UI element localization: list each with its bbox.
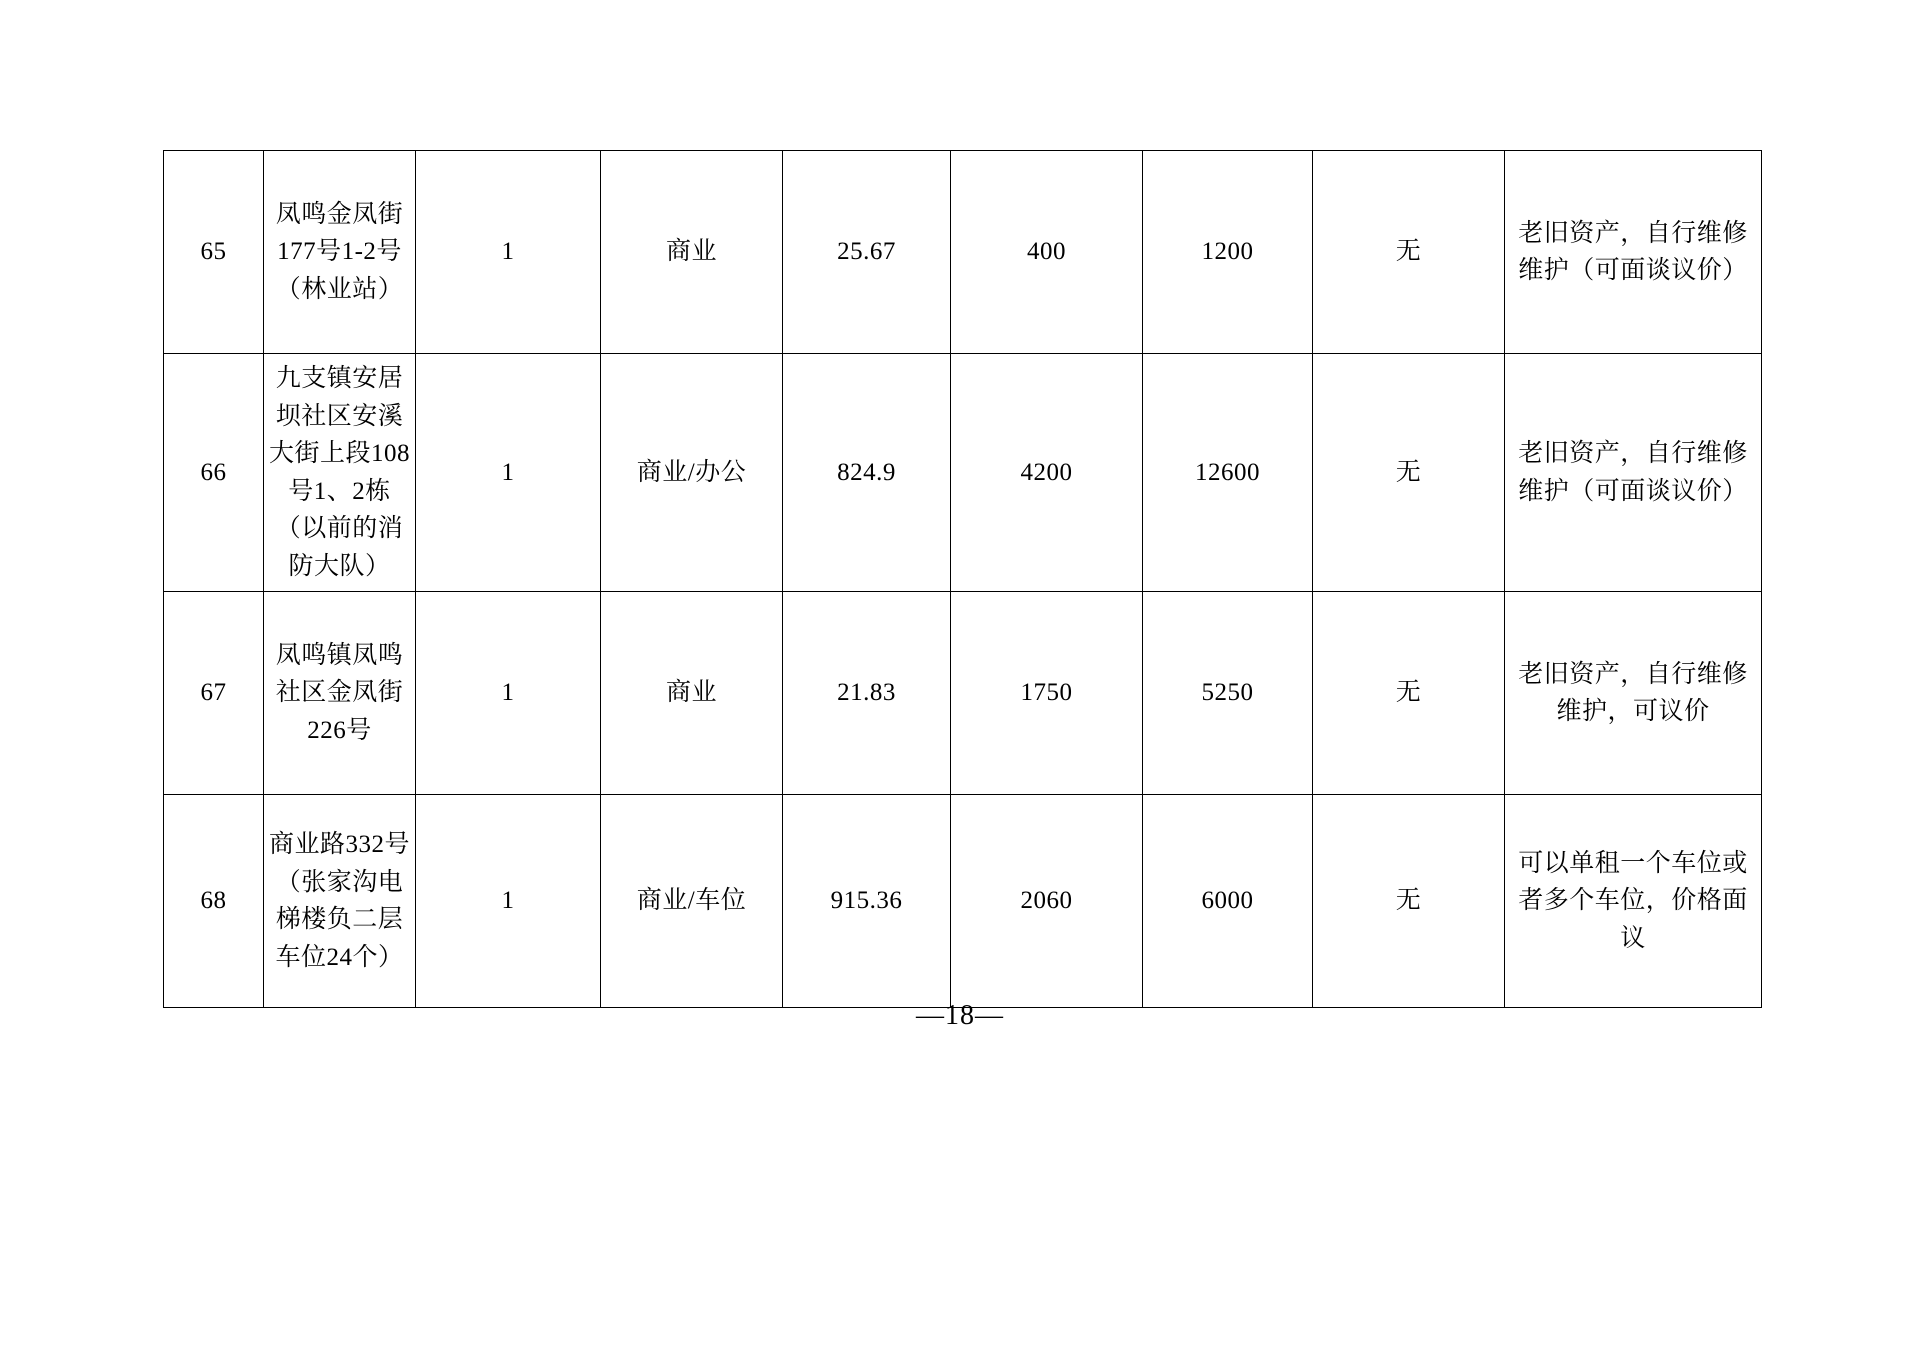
row-price1: 4200 [951,354,1143,592]
row-area: 824.9 [783,354,951,592]
row-other: 无 [1313,795,1505,1008]
row-address: 凤鸣镇凤鸣社区金凤街226号 [264,592,416,795]
row-remark: 老旧资产，自行维修维护（可面谈议价） [1505,354,1762,592]
row-count: 1 [416,795,601,1008]
row-index: 68 [164,795,264,1008]
row-type: 商业/办公 [601,354,783,592]
table-row [164,354,1762,592]
row-price1: 2060 [951,795,1143,1008]
row-count: 1 [416,151,601,354]
row-price2: 6000 [1143,795,1313,1008]
row-price1: 400 [951,151,1143,354]
table-row [164,592,1762,795]
row-address: 九支镇安居坝社区安溪大街上段108号1、2栋（以前的消防大队） [264,354,416,592]
row-type: 商业 [601,592,783,795]
row-index: 67 [164,592,264,795]
row-remark: 老旧资产，自行维修维护（可面谈议价） [1505,151,1762,354]
row-price2: 12600 [1143,354,1313,592]
row-area: 21.83 [783,592,951,795]
row-address: 商业路332号（张家沟电梯楼负二层车位24个） [264,795,416,1008]
row-other: 无 [1313,354,1505,592]
row-index: 65 [164,151,264,354]
page-number: —18— [916,1000,1004,1031]
row-count: 1 [416,354,601,592]
row-address: 凤鸣金凤街177号1-2号（林业站） [264,151,416,354]
row-index: 66 [164,354,264,592]
row-type: 商业/车位 [601,795,783,1008]
row-remark: 可以单租一个车位或者多个车位，价格面议 [1505,795,1762,1008]
table-row [164,151,1762,354]
row-other: 无 [1313,151,1505,354]
row-price1: 1750 [951,592,1143,795]
row-remark: 老旧资产，自行维修维护，可议价 [1505,592,1762,795]
row-other: 无 [1313,592,1505,795]
row-type: 商业 [601,151,783,354]
table-row [164,795,1762,1008]
asset-table-container [163,150,1761,1008]
row-area: 915.36 [783,795,951,1008]
row-area: 25.67 [783,151,951,354]
row-price2: 5250 [1143,592,1313,795]
asset-table [163,150,1762,1008]
row-count: 1 [416,592,601,795]
row-price2: 1200 [1143,151,1313,354]
